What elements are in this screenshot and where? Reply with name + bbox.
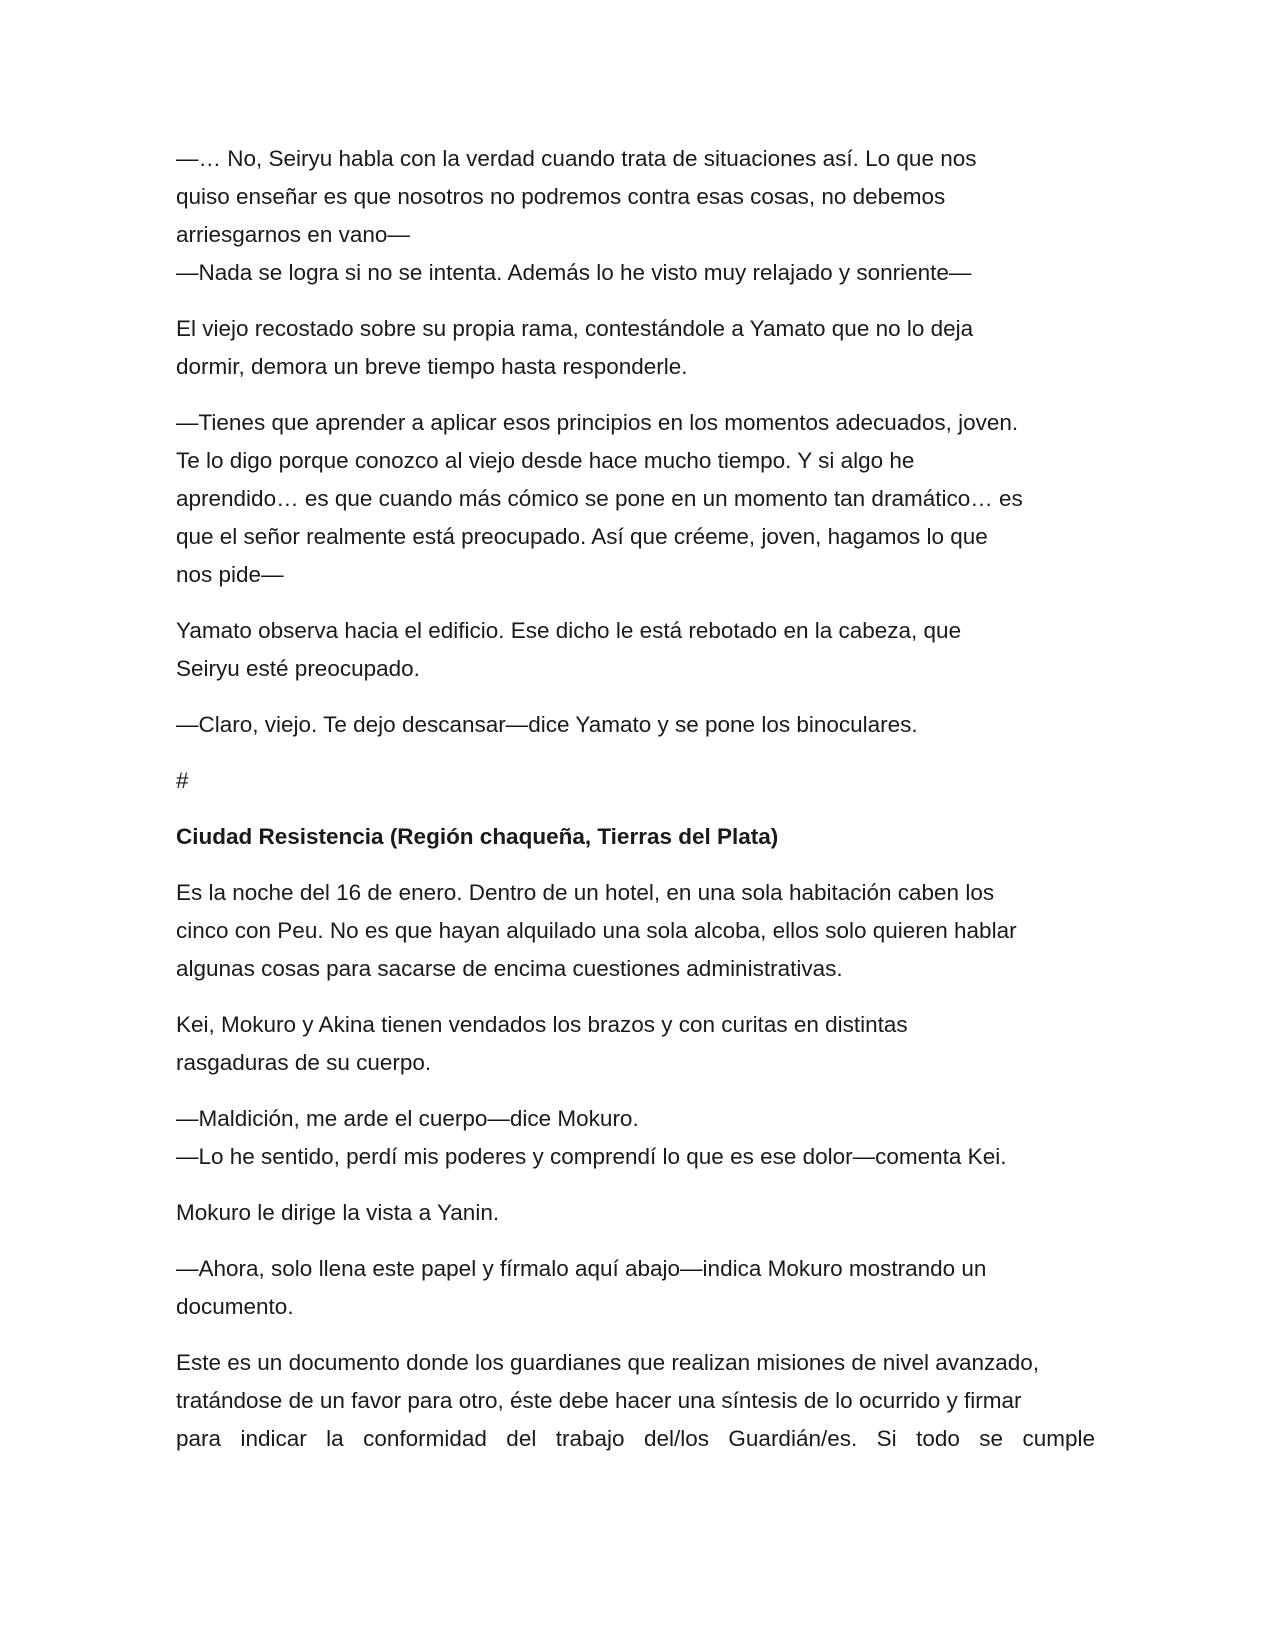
paragraph-dialogue-3 bbox=[176, 706, 1095, 744]
paragraph-dialogue-5 bbox=[176, 1250, 1095, 1326]
paragraph-narration-5 bbox=[176, 1194, 1095, 1232]
paragraph-narration-2 bbox=[176, 612, 1095, 688]
text-line: nos pide— bbox=[176, 562, 284, 587]
paragraph-dialogue-1 bbox=[176, 140, 1095, 292]
paragraph-narration-4 bbox=[176, 1006, 1095, 1082]
text-line: —… No, Seiryu habla con la verdad cuando trata de situaciones así. Lo que nos bbox=[176, 146, 977, 171]
text-line: dormir, demora un breve tiempo hasta responderle. bbox=[176, 354, 688, 379]
text-line: aprendido… es que cuando más cómico se pone en un momento tan dramático… es bbox=[176, 486, 1023, 511]
text-line: Yamato observa hacia el edificio. Ese dicho le está rebotado en la cabeza, que bbox=[176, 618, 962, 643]
text-line: —Ahora, solo llena este papel y fírmalo aquí abajo—indica Mokuro mostrando un bbox=[176, 1256, 987, 1281]
text-line: para indicar la conformidad del trabajo del/los Guardián/es. Si todo se cumple bbox=[176, 1426, 1095, 1451]
paragraph-narration-3 bbox=[176, 874, 1095, 988]
text-line: algunas cosas para sacarse de encima cuestiones administrativas. bbox=[176, 956, 843, 981]
text-line: Te lo digo porque conozco al viejo desde hace mucho tiempo. Y si algo he bbox=[176, 448, 915, 473]
paragraph-narration-6 bbox=[176, 1344, 1095, 1458]
text-line: que el señor realmente está preocupado. Así que créeme, joven, hagamos lo que bbox=[176, 524, 988, 549]
text-line: arriesgarnos en vano— bbox=[176, 222, 410, 247]
text-line: —Claro, viejo. Te dejo descansar—dice Yamato y se pone los binoculares. bbox=[176, 712, 918, 737]
paragraph-dialogue-4 bbox=[176, 1100, 1095, 1176]
text-line: Este es un documento donde los guardianes que realizan misiones de nivel avanzado, bbox=[176, 1350, 1040, 1375]
text-line: Kei, Mokuro y Akina tienen vendados los brazos y con curitas en distintas bbox=[176, 1012, 908, 1037]
text-line: cinco con Peu. No es que hayan alquilado una sola alcoba, ellos solo quieren hablar bbox=[176, 918, 1017, 943]
text-line: —Tienes que aprender a aplicar esos principios en los momentos adecuados, joven. bbox=[176, 410, 1019, 435]
text-line: Es la noche del 16 de enero. Dentro de un hotel, en una sola habitación caben los bbox=[176, 880, 995, 905]
text-line: rasgaduras de su cuerpo. bbox=[176, 1050, 432, 1075]
section-heading bbox=[176, 818, 1095, 856]
paragraph-narration-1 bbox=[176, 310, 1095, 386]
scene-break-marker: # bbox=[176, 768, 189, 793]
text-line: Mokuro le dirige la vista a Yanin. bbox=[176, 1200, 500, 1225]
text-line: —Nada se logra si no se intenta. Además lo he visto muy relajado y sonriente— bbox=[176, 260, 972, 285]
text-line: documento. bbox=[176, 1294, 294, 1319]
text-line: quiso enseñar es que nosotros no podremos contra esas cosas, no debemos bbox=[176, 184, 946, 209]
scene-break bbox=[176, 762, 1095, 800]
text-line: —Maldición, me arde el cuerpo—dice Mokuro. bbox=[176, 1106, 639, 1131]
text-line: tratándose de un favor para otro, éste debe hacer una síntesis de lo ocurrido y firmar bbox=[176, 1388, 1022, 1413]
location-heading: Ciudad Resistencia (Región chaqueña, Tierras del Plata) bbox=[176, 824, 779, 849]
text-line: Seiryu esté preocupado. bbox=[176, 656, 420, 681]
text-line: —Lo he sentido, perdí mis poderes y comprendí lo que es ese dolor—comenta Kei. bbox=[176, 1144, 1007, 1169]
paragraph-dialogue-2 bbox=[176, 404, 1095, 594]
text-line: El viejo recostado sobre su propia rama, contestándole a Yamato que no lo deja bbox=[176, 316, 974, 341]
